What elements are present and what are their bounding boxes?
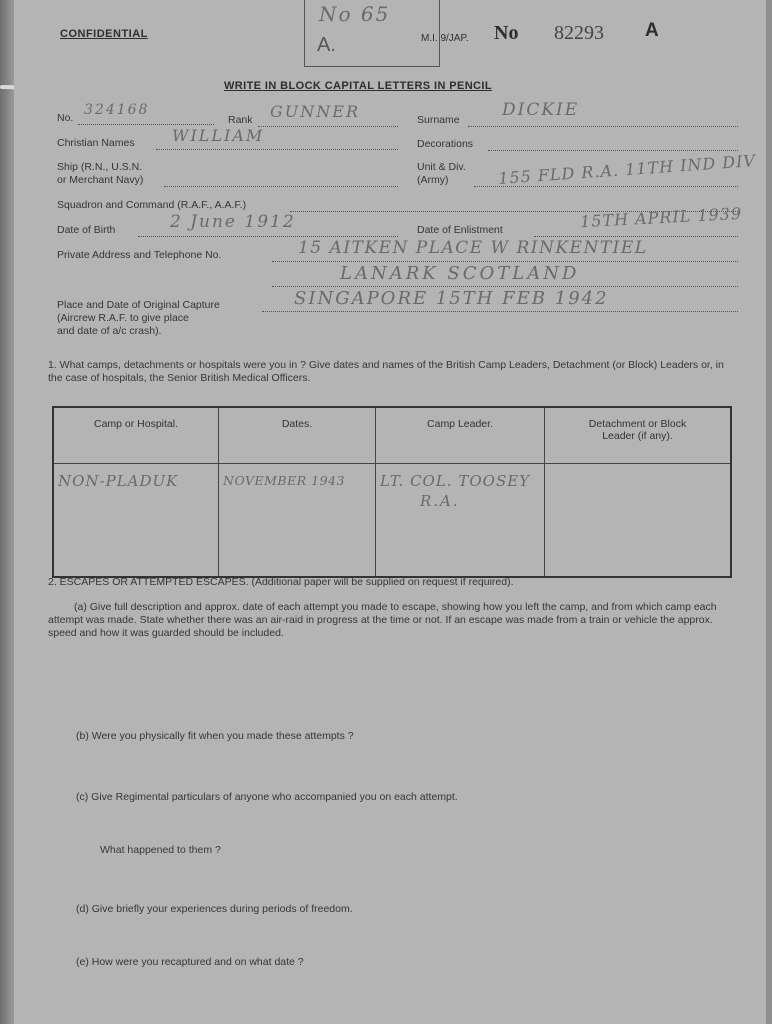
cell-camp (53, 464, 219, 578)
mi-reference: M.I. 9/JAP. (421, 33, 469, 44)
confidential-label: CONFIDENTIAL (60, 28, 148, 40)
enlistment-label: Date of Enlistment (417, 224, 503, 236)
question-2a: (a) Give full description and approx. date of each attempt you made to escape, showing how you left the camp, and from which camp each attempt was made. State whether there was an air-raid in progress at the time or not. If an escape was made from a train or vehicle the approx. speed and how it was guarded should be included. (48, 601, 717, 639)
surname-value: DICKIE (502, 100, 580, 120)
form-number: 82293 (554, 22, 604, 44)
christian-names-label: Christian Names (57, 137, 135, 149)
surname-label: Surname (417, 114, 460, 126)
address-line2: LANARK SCOTLAND (340, 263, 580, 284)
ship-label-line1: Ship (R.N., U.S.N. (57, 161, 143, 173)
stamp-letter: A. (317, 34, 336, 56)
question-2c: (c) Give Regimental particulars of anyone who accompanied you on each attempt. (76, 791, 458, 803)
decorations-label: Decorations (417, 138, 474, 150)
cell-dates (219, 464, 376, 578)
address-label: Private Address and Telephone No. (57, 249, 222, 261)
stamp-number: No 65 (319, 2, 391, 26)
capture-label-line3: and date of a/c crash). (57, 325, 162, 337)
table-row (53, 464, 731, 578)
col-header-leader: Camp Leader. (376, 407, 545, 464)
col-header-camp: Camp or Hospital. (53, 407, 219, 464)
squadron-label: Squadron and Command (R.A.F., A.A.F.) (57, 199, 247, 211)
rank-label: Rank (228, 114, 253, 126)
question-2-title: 2. ESCAPES OR ATTEMPTED ESCAPES. (Additional paper will be supplied on request if required). (48, 576, 514, 588)
dates-value: NOVEMBER 1943 (223, 473, 345, 488)
leader-value: LT. COL. TOOSEY (380, 472, 531, 490)
christian-names-value: WILLIAM (172, 126, 265, 145)
cell-leader (376, 464, 545, 578)
number-sign: No (494, 22, 519, 44)
service-number-value: 324168 (84, 102, 150, 118)
date-of-birth-label: Date of Birth (57, 224, 116, 236)
question-2c-followup: What happened to them ? (100, 844, 221, 856)
col-header-dates: Dates. (219, 407, 376, 464)
capture-value: SINGAPORE 15TH FEB 1942 (294, 288, 609, 309)
form-instruction: WRITE IN BLOCK CAPITAL LETTERS IN PENCIL (224, 80, 492, 92)
table-header-row (53, 407, 731, 464)
question-2d: (d) Give briefly your experiences during periods of freedom. (76, 903, 353, 915)
capture-label-line2: (Aircrew R.A.F. to give place (57, 312, 189, 324)
camps-table (52, 406, 732, 578)
date-of-birth-value: 2 June 1912 (170, 212, 296, 232)
question-2b: (b) Were you physically fit when you made these attempts ? (76, 730, 354, 742)
camp-value: NON-PLADUK (58, 472, 179, 490)
question-1: 1. What camps, detachments or hospitals were you in ? Give dates and names of the British Camp Leaders, Detachment (or Block) Leaders or, in the case of hospitals, the Senior British Medical Officers. (48, 359, 724, 384)
question-2e: (e) How were you recaptured and on what date ? (76, 956, 304, 968)
reference-stamp (304, 0, 440, 67)
leader-regiment: R.A. (420, 492, 460, 510)
cell-detachment (545, 464, 732, 578)
unit-label-line2: (Army) (417, 174, 449, 186)
unit-label-line1: Unit & Div. (417, 161, 466, 173)
service-number-label: No. (57, 112, 74, 124)
ship-label-line2: or Merchant Navy) (57, 174, 144, 186)
rank-value: GUNNER (270, 102, 360, 121)
series-letter: A (645, 20, 659, 41)
enlistment-value: 15TH APRIL 1939 (579, 203, 743, 232)
capture-label-line1: Place and Date of Original Capture (57, 299, 220, 311)
unit-value: 155 FLD R.A. 11TH IND DIV (497, 151, 757, 188)
pow-questionnaire-page (14, 0, 766, 1024)
col-header-detachment: Detachment or Block Leader (if any). (545, 407, 732, 464)
address-line1: 15 AITKEN PLACE W RINKENTIEL (298, 238, 648, 258)
binding-edge (0, 0, 14, 1024)
